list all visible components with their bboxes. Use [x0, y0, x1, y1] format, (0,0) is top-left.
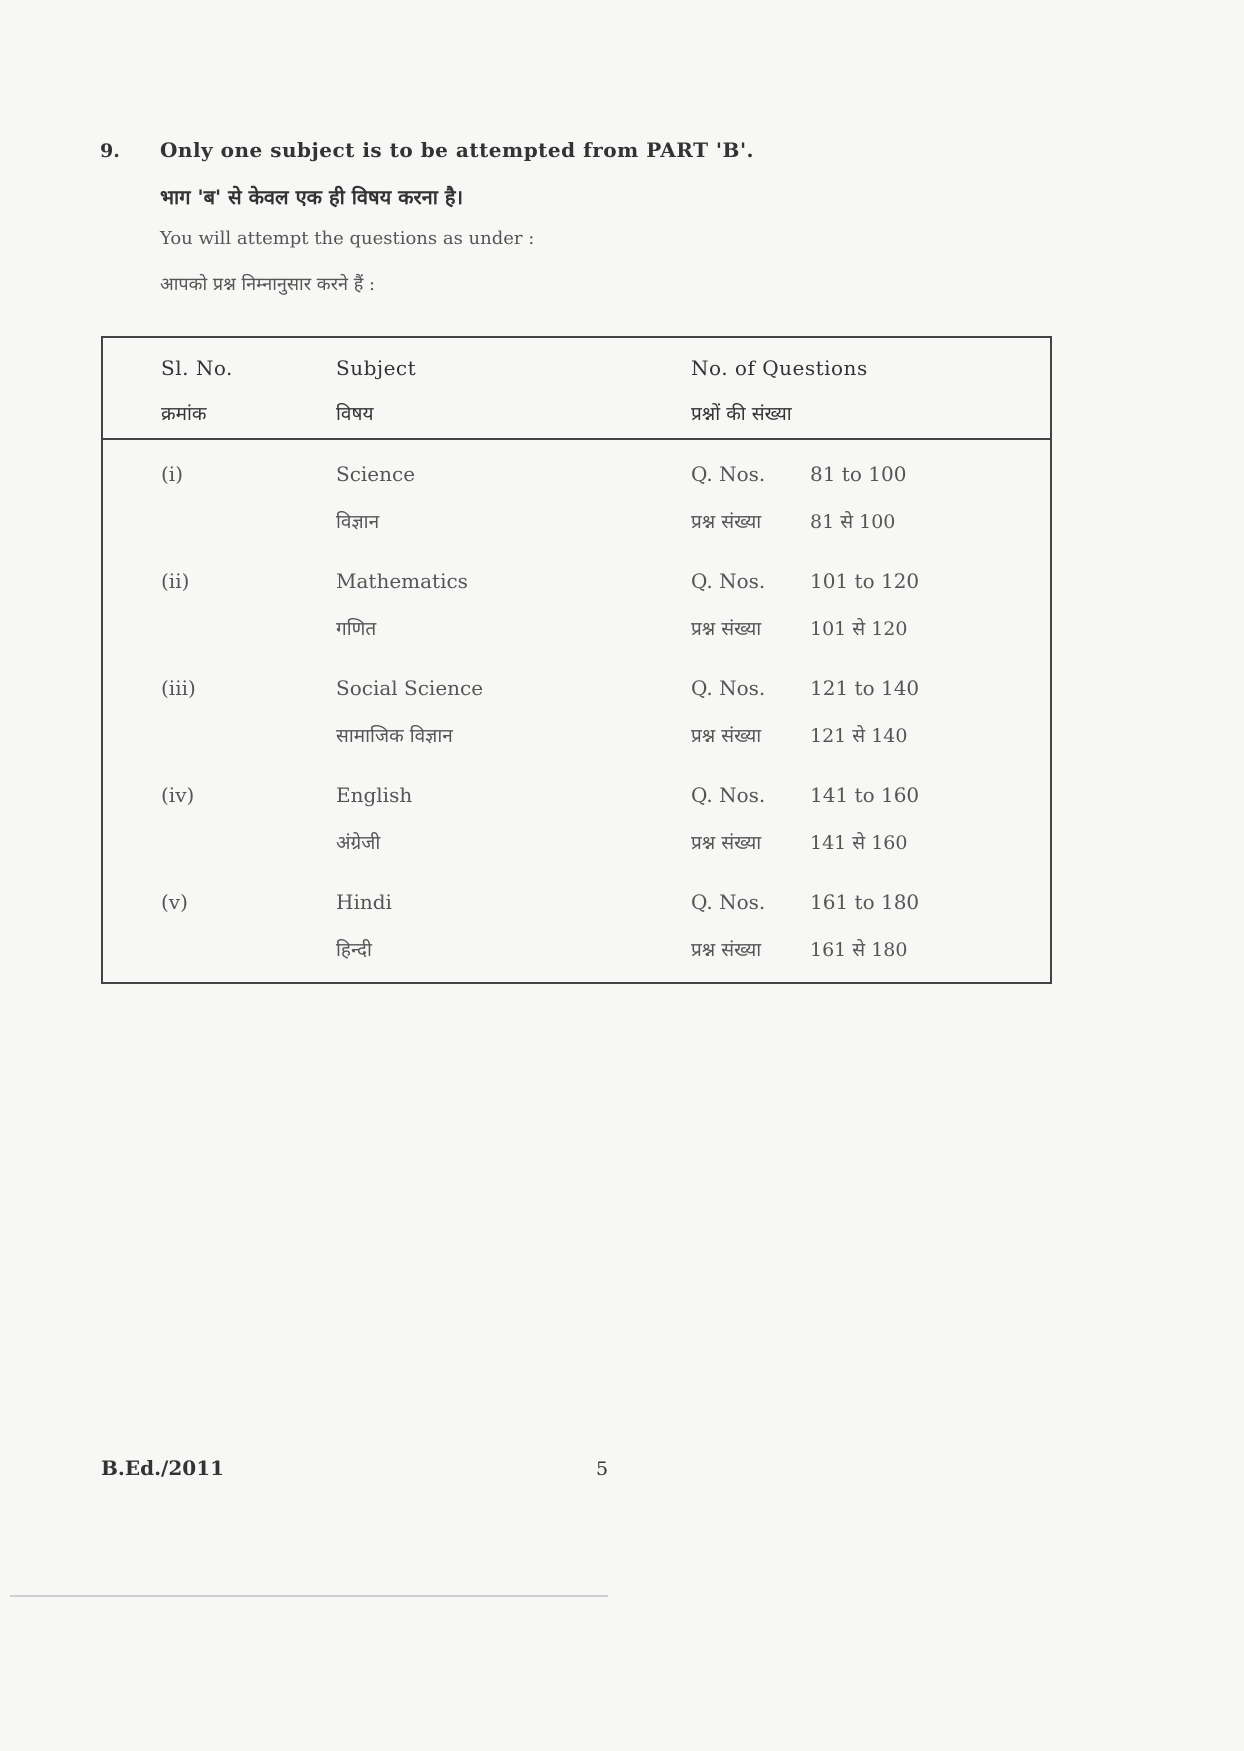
row-q-label: Q. Nos. [691, 462, 766, 486]
row-q-range-hindi: 141 से 160 [810, 832, 908, 854]
row-q-range-hindi: 161 से 180 [810, 939, 908, 961]
instruction-english: Only one subject is to be attempted from PART 'B'. [160, 138, 755, 162]
question-number: 9. [100, 140, 120, 162]
row-q-label-hindi: प्रश्न संख्या [691, 511, 762, 533]
row-q-label-hindi: प्रश्न संख्या [691, 939, 762, 961]
table-row [103, 462, 1050, 569]
row-subject-hindi: हिन्दी [336, 939, 372, 961]
row-subject: Mathematics [336, 569, 468, 593]
sub-instruction-hindi: आपको प्रश्न निम्नानुसार करने हैं : [160, 274, 376, 295]
subject-table [101, 336, 1052, 984]
row-subject-hindi: सामाजिक विज्ञान [336, 725, 453, 747]
row-q-range: 101 to 120 [810, 569, 920, 593]
row-q-range: 121 to 140 [810, 676, 920, 700]
header-subject: Subject [336, 356, 417, 380]
header-sl-no: Sl. No. [161, 356, 233, 380]
divider [10, 1595, 608, 1597]
row-q-range-hindi: 81 से 100 [810, 511, 896, 533]
row-q-range: 81 to 100 [810, 462, 907, 486]
row-q-range-hindi: 101 से 120 [810, 618, 908, 640]
table-header [103, 338, 1050, 440]
table-row [103, 890, 1050, 997]
header-subject-hindi: विषय [336, 403, 374, 425]
row-sl-no: (iv) [161, 783, 195, 807]
row-q-range: 161 to 180 [810, 890, 920, 914]
row-q-label: Q. Nos. [691, 783, 766, 807]
row-q-label: Q. Nos. [691, 569, 766, 593]
row-subject: Hindi [336, 890, 392, 914]
row-q-label-hindi: प्रश्न संख्या [691, 725, 762, 747]
sub-instruction-english: You will attempt the questions as under : [160, 228, 535, 249]
row-sl-no: (i) [161, 462, 184, 486]
header-no-of-questions-hindi: प्रश्नों की संख्या [691, 403, 792, 425]
table-row [103, 676, 1050, 783]
row-sl-no: (v) [161, 890, 188, 914]
row-q-range: 141 to 160 [810, 783, 920, 807]
row-sl-no: (ii) [161, 569, 190, 593]
instruction-hindi: भाग 'ब' से केवल एक ही विषय करना है। [160, 185, 464, 209]
row-q-label: Q. Nos. [691, 890, 766, 914]
row-subject-hindi: विज्ञान [336, 511, 380, 533]
row-q-range-hindi: 121 से 140 [810, 725, 908, 747]
footer-exam-code: B.Ed./2011 [101, 1456, 225, 1480]
row-subject: Science [336, 462, 416, 486]
row-subject: Social Science [336, 676, 484, 700]
row-sl-no: (iii) [161, 676, 196, 700]
table-row [103, 783, 1050, 890]
row-q-label-hindi: प्रश्न संख्या [691, 832, 762, 854]
header-no-of-questions: No. of Questions [691, 356, 868, 380]
row-subject-hindi: अंग्रेजी [336, 832, 381, 854]
page-number: 5 [596, 1458, 609, 1480]
row-subject: English [336, 783, 413, 807]
row-q-label: Q. Nos. [691, 676, 766, 700]
table-row [103, 569, 1050, 676]
row-subject-hindi: गणित [336, 618, 377, 640]
header-sl-no-hindi: क्रमांक [161, 403, 207, 425]
row-q-label-hindi: प्रश्न संख्या [691, 618, 762, 640]
